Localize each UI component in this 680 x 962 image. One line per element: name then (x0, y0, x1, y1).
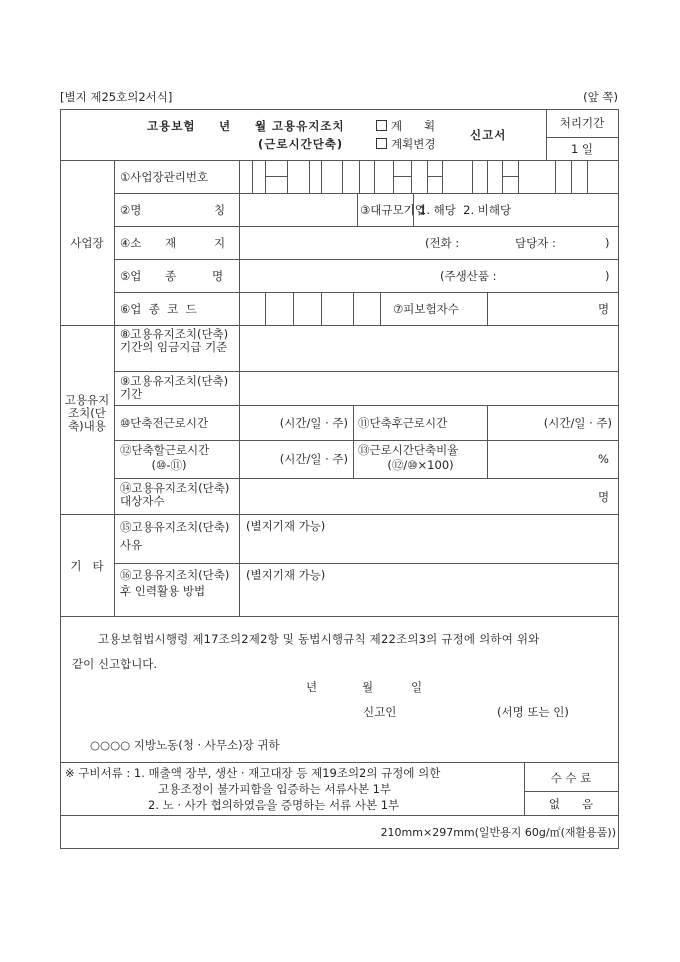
option-plan-label: 계 획 (391, 119, 436, 133)
period-label: ⑨고용유지조치(단축)기간 (120, 374, 229, 401)
reduction-rate-unit: % (598, 452, 609, 466)
cell-divider (342, 160, 343, 193)
option-plan-change-label: 계획변경 (391, 137, 436, 151)
attachment-line2: 고용조정이 불가피함을 입증하는 서류사본 1부 (158, 782, 392, 796)
section-label: 고용유지조치(단축)내용 (64, 393, 110, 433)
reduction-rate-formula: (⑫/⑩×100) (387, 458, 454, 472)
cell-divider (374, 160, 375, 193)
main-product-note: (주생산품 : (440, 269, 497, 283)
cell-divider (239, 160, 240, 193)
divider (353, 405, 354, 478)
divider (380, 292, 381, 325)
checkbox-icon[interactable] (376, 120, 387, 131)
date-month: 월 (362, 680, 374, 694)
cell-separator (393, 176, 411, 177)
target-count-label: ⑭고용유지조치(단축) 대상자수 (120, 481, 230, 508)
phone-note: (전화 : (425, 236, 460, 250)
option-plan-change[interactable] (376, 137, 435, 151)
border-bottom (60, 848, 619, 849)
name-field[interactable] (240, 194, 357, 226)
attachment-line1: ※ 구비서류 : 1. 매출액 장부, 생산 · 재고대장 등 제19조의2의 규정에 의한 (65, 766, 441, 780)
divider (60, 815, 618, 816)
option-plan[interactable] (376, 119, 435, 133)
before-hours-unit: (시간/일 · 주) (279, 416, 348, 430)
large-company-label: ③대규모기업 (360, 203, 426, 217)
section-label: 사업장 (70, 236, 104, 250)
insured-count-label: ⑦피보험자수 (393, 302, 459, 316)
large-company-options[interactable]: 1. 해당 2. 비해당 (419, 203, 512, 217)
title-month: 월 (255, 119, 267, 133)
title-insurance: 고용보험 (147, 119, 196, 133)
processing-value: 1 일 (570, 142, 594, 156)
cell-divider (309, 160, 310, 193)
reason-label: ⑮고용유지조치(단축)사유 (120, 520, 230, 552)
cell-divider (287, 160, 288, 193)
industry-name-label: ⑤업 (120, 269, 142, 283)
industry-name-close: ) (605, 269, 610, 283)
attachment-line3: 2. 노 · 사가 협의하였음을 증명하는 서류 사본 1부 (148, 798, 400, 812)
divider (114, 160, 115, 616)
divider (60, 616, 618, 617)
utilization-label: ⑯고용유지조치(단축)후 인력활용 방법 (120, 568, 230, 598)
processing-label: 처리기간 (559, 116, 605, 130)
cell-divider (518, 160, 519, 193)
signature-note: (서명 또는 인) (497, 705, 569, 719)
divider (114, 193, 618, 194)
page-side: (앞 쪽) (583, 90, 618, 104)
cell-divider (555, 160, 556, 193)
divider (546, 137, 618, 138)
paper-spec: 210mm×297mm(일반용지 60g/㎡(재활용품)) (380, 826, 616, 839)
before-hours-label: ⑩단축전근로시간 (120, 416, 209, 430)
cell-divider (472, 160, 473, 193)
period-field[interactable] (240, 372, 618, 405)
cell-separator (502, 176, 518, 177)
divider (60, 160, 619, 161)
wage-basis-label: ⑧고용유지조치(단축)기간의 임금지급 기준 (120, 327, 229, 354)
cell-separator (265, 176, 287, 177)
border-right (618, 109, 619, 848)
cell-divider (571, 160, 572, 193)
name-label: ②명 (120, 203, 142, 217)
section-label: 기 타 (70, 559, 104, 573)
title-measure: 고용유지조치 (272, 119, 345, 133)
checkbox-icon[interactable] (376, 138, 387, 149)
insured-count-unit: 명 (598, 302, 610, 316)
after-hours-unit: (시간/일 · 주) (543, 416, 612, 430)
title-subtitle: (근로시간단축) (258, 137, 344, 151)
reporter-label: 신고인 (363, 705, 397, 719)
industry-code-field[interactable] (240, 293, 380, 325)
address-close: ) (605, 236, 610, 250)
target-count-unit: 명 (598, 490, 610, 504)
address-label-mid: 재 (165, 236, 177, 250)
divider (60, 762, 618, 763)
declaration-line1: 고용보험법시행령 제17조의2제2항 및 동법시행규칙 제22조의3의 규정에 의하여 위와 (98, 632, 540, 646)
reduced-hours-formula: (⑩-⑪) (151, 458, 187, 472)
name-label-end: 칭 (214, 203, 226, 217)
cell-divider (487, 160, 488, 193)
title-suffix: 신고서 (470, 128, 507, 142)
cell-divider (321, 160, 322, 193)
date-year: 년 (306, 680, 318, 694)
divider (357, 193, 358, 226)
reduction-rate-label: ⑬근로시간단축비율 (358, 443, 459, 457)
fee-value: 없 음 (548, 797, 594, 811)
cell-divider (587, 160, 588, 193)
address-label-end: 지 (214, 236, 226, 250)
date-day: 일 (411, 680, 423, 694)
declaration-line2: 같이 신고합니다. (72, 657, 158, 671)
mgmt-no-label: ①사업장관리번호 (120, 170, 209, 184)
industry-name-end: 명 (212, 269, 224, 283)
cell-divider (252, 160, 253, 193)
reduced-hours-label: ⑫단축할근로시간 (120, 443, 210, 457)
manager-note: 담당자 : (515, 236, 556, 250)
target-count-field[interactable] (240, 479, 618, 514)
wage-basis-field[interactable] (240, 326, 618, 371)
border-top (60, 109, 619, 110)
title-year: 년 (219, 119, 231, 133)
reduced-hours-unit: (시간/일 · 주) (279, 452, 348, 466)
cell-divider (442, 160, 443, 193)
divider (524, 791, 618, 792)
addressee: ○○○○ 지방노동(청 · 사무소)장 귀하 (90, 738, 280, 752)
utilization-note: (별지기재 가능) (246, 568, 326, 582)
industry-code-label: ⑥업 종 코 드 (120, 302, 197, 316)
fee-label: 수 수 료 (550, 771, 592, 785)
reporter-signature-field[interactable] (400, 702, 490, 720)
industry-name-mid: 종 (165, 269, 177, 283)
cell-divider (359, 160, 360, 193)
border-left (60, 109, 61, 848)
reason-note: (별지기재 가능) (246, 519, 326, 533)
after-hours-label: ⑪단축후근로시간 (358, 416, 448, 430)
form-id: [별지 제25호의2서식] (60, 90, 173, 104)
cell-divider (411, 160, 412, 193)
address-label: ④소 (120, 236, 142, 250)
cell-separator (427, 176, 442, 177)
industry-name-field[interactable] (240, 260, 618, 292)
